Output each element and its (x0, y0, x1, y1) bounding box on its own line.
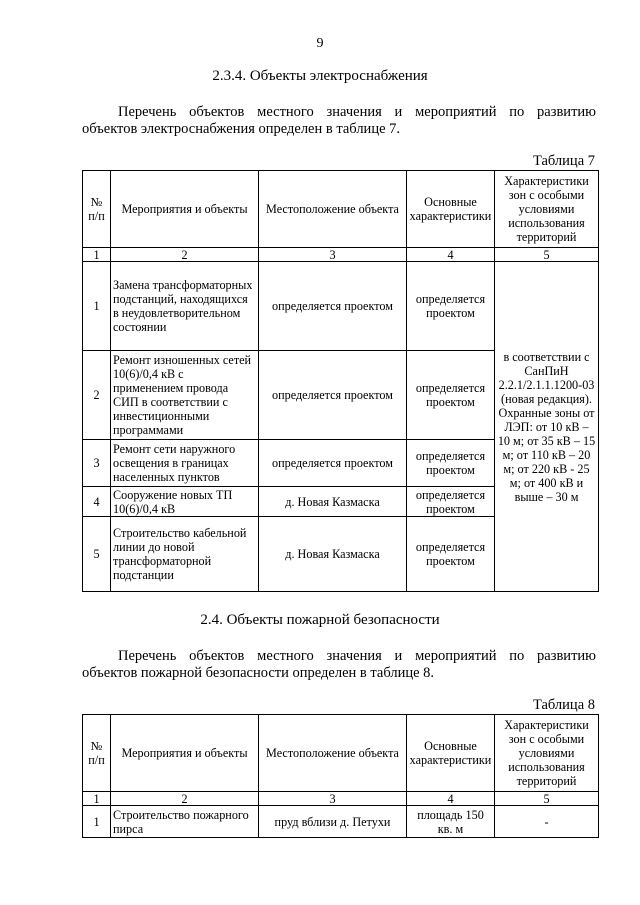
column-number: 3 (259, 792, 407, 806)
table-header-row (83, 715, 599, 792)
location-cell: пруд вблизи д. Петухи (259, 806, 407, 838)
specs-cell: определяется проектом (407, 440, 495, 487)
paragraph-electricity (82, 104, 596, 138)
column-number: 2 (111, 792, 259, 806)
row-number: 1 (83, 262, 111, 351)
column-number: 1 (83, 792, 111, 806)
measure-cell: Строительство кабельной линии до новой трансформаторной подстанции (111, 517, 259, 592)
column-number-row (83, 792, 599, 806)
specs-cell: площадь 150 кв. м (407, 806, 495, 838)
paragraph-line: Перечень объектов местного значения и мероприятий по развитию (118, 648, 596, 664)
row-number: 5 (83, 517, 111, 592)
header-cell: Местоположение объекта (259, 171, 407, 248)
zones-cell: в соответствии с СанПиН 2.2.1/2.1.1.1200-03 (новая редакция). Охранные зоны от ЛЭП: от 10 кВ – 10 м; от 35 кВ – 15 м; от 110 кВ – 20 м; от 220 кВ - 25 м; от 400 кВ и выше – 30 м (495, 262, 599, 592)
paragraph-line: Перечень объектов местного значения и мероприятий по развитию (118, 104, 596, 120)
measure-cell: Ремонт сети наружного освещения в границах населенных пунктов (111, 440, 259, 487)
zones-cell: - (495, 806, 599, 838)
specs-cell: определяется проектом (407, 517, 495, 592)
location-cell: определяется проектом (259, 262, 407, 351)
table-row (83, 262, 599, 351)
paragraph-fire-safety (82, 648, 596, 682)
location-cell: определяется проектом (259, 351, 407, 440)
row-number: 4 (83, 487, 111, 517)
table-header-row (83, 171, 599, 248)
specs-cell: определяется проектом (407, 351, 495, 440)
column-number: 4 (407, 792, 495, 806)
header-cell: Основные характеристики (407, 171, 495, 248)
column-number: 4 (407, 248, 495, 262)
header-cell: Местоположение объекта (259, 715, 407, 792)
header-cell: Характеристики зон с особыми условиями использования территорий (495, 715, 599, 792)
table-7 (82, 170, 599, 592)
section-heading-electricity: 2.3.4. Объекты электроснабжения (212, 68, 428, 84)
column-number-row (83, 248, 599, 262)
column-number: 1 (83, 248, 111, 262)
header-cell: № п/п (83, 171, 111, 248)
table-caption-8: Таблица 8 (532, 697, 595, 713)
measure-cell: Сооружение новых ТП 10(6)/0,4 кВ (111, 487, 259, 517)
header-cell: Мероприятия и объекты (111, 171, 259, 248)
header-cell: Мероприятия и объекты (111, 715, 259, 792)
column-number: 3 (259, 248, 407, 262)
specs-cell: определяется проектом (407, 487, 495, 517)
header-cell: № п/п (83, 715, 111, 792)
specs-cell: определяется проектом (407, 262, 495, 351)
page-number: 9 (316, 36, 324, 51)
measure-cell: Ремонт изношенных сетей 10(6)/0,4 кВ с применением провода СИП в соответствии с инвестиционными программами (111, 351, 259, 440)
table-8 (82, 714, 599, 838)
column-number: 5 (495, 248, 599, 262)
header-cell: Характеристики зон с особыми условиями использования территорий (495, 171, 599, 248)
location-cell: д. Новая Казмаска (259, 517, 407, 592)
location-cell: д. Новая Казмаска (259, 487, 407, 517)
location-cell: определяется проектом (259, 440, 407, 487)
column-number: 5 (495, 792, 599, 806)
table-caption-7: Таблица 7 (532, 153, 595, 169)
header-cell: Основные характеристики (407, 715, 495, 792)
row-number: 1 (83, 806, 111, 838)
section-heading-fire-safety: 2.4. Объекты пожарной безопасности (200, 612, 440, 628)
paragraph-line: объектов пожарной безопасности определен в таблице 8. (82, 665, 435, 681)
measure-cell: Строительство пожарного пирса (111, 806, 259, 838)
paragraph-line: объектов электроснабжения определен в таблице 7. (82, 121, 401, 137)
column-number: 2 (111, 248, 259, 262)
table-row (83, 806, 599, 838)
measure-cell: Замена трансформаторных подстанций, находящихся в неудовлетворительном состоянии (111, 262, 259, 351)
row-number: 3 (83, 440, 111, 487)
row-number: 2 (83, 351, 111, 440)
